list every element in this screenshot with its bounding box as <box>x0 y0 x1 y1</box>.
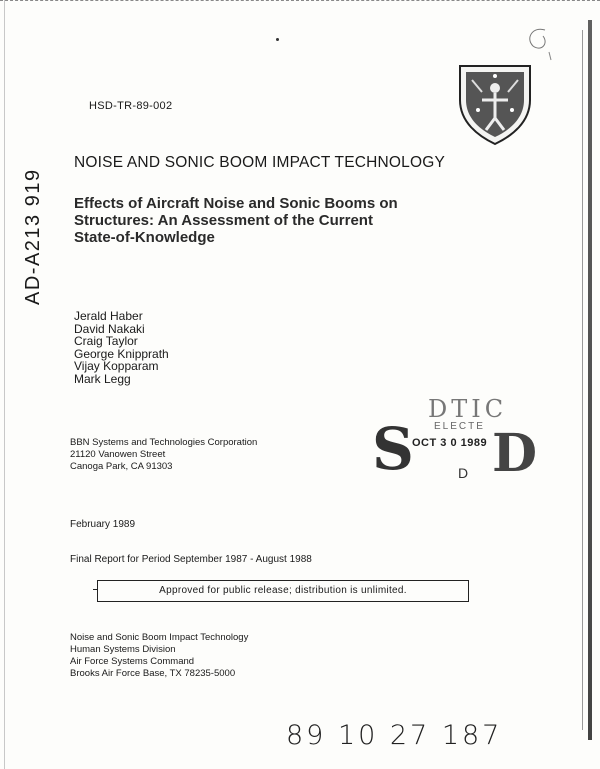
sponsor-line: Human Systems Division <box>70 644 176 655</box>
accession-number: AD-A213 919 <box>22 168 44 305</box>
sponsor-line: Air Force Systems Command <box>70 656 195 667</box>
author-name: Vijay Kopparam <box>74 359 159 373</box>
scan-border-top <box>0 0 600 8</box>
scan-shadow-line <box>582 30 583 730</box>
scan-border-left <box>4 0 5 769</box>
author-name: George Knipprath <box>74 346 169 361</box>
scan-speck <box>276 38 279 41</box>
organization-name: BBN Systems and Technologies Corporation <box>70 437 258 448</box>
report-date: February 1989 <box>70 519 136 530</box>
author-name: Mark Legg <box>74 371 131 386</box>
report-title-line: Effects of Aircraft Noise and Sonic Booms on <box>74 195 398 212</box>
program-title: NOISE AND SONIC BOOM IMPACT TECHNOLOGY <box>74 154 446 171</box>
report-title-line: Structures: An Assessment of the Current <box>74 212 373 229</box>
sponsor-address <box>70 632 248 680</box>
sponsor-line: Brooks Air Force Base, TX 78235-5000 <box>70 668 236 679</box>
distribution-statement: Approved for public release; distribution is unlimited. <box>97 580 469 602</box>
author-name: Craig Taylor <box>74 334 138 348</box>
dtic-stamp-s: S <box>372 415 414 483</box>
dtic-stamp-d: D <box>492 423 538 484</box>
dtic-stamp-elect: ELECTE <box>434 421 485 432</box>
organization-address <box>70 437 257 473</box>
dtic-stamp-mark: D <box>458 465 469 481</box>
author-name: Jerald Haber <box>74 309 143 323</box>
organization-city: Canoga Park, CA 91303 <box>70 461 173 472</box>
report-title-line: State-of-Knowledge <box>74 229 215 246</box>
dtic-stamp-title: DTIC <box>428 395 508 423</box>
scan-border-right <box>588 20 592 740</box>
report-title <box>74 195 514 246</box>
report-id: HSD-TR-89-002 <box>89 100 173 112</box>
report-period: Final Report for Period September 1987 - August 1988 <box>70 554 312 565</box>
organization-street: 21120 Vanowen Street <box>70 449 166 460</box>
dtic-stamp-date: OCT 3 0 1989 <box>412 437 488 449</box>
author-name: David Nakaki <box>74 321 145 336</box>
sponsor-line: Noise and Sonic Boom Impact Technology <box>70 632 249 643</box>
document-control-number: 89 10 27 187 <box>286 720 503 751</box>
pencil-scribble <box>515 22 555 62</box>
author-list <box>74 310 169 385</box>
hsd-seal-emblem <box>452 60 538 146</box>
dtic-stamp <box>372 395 538 495</box>
